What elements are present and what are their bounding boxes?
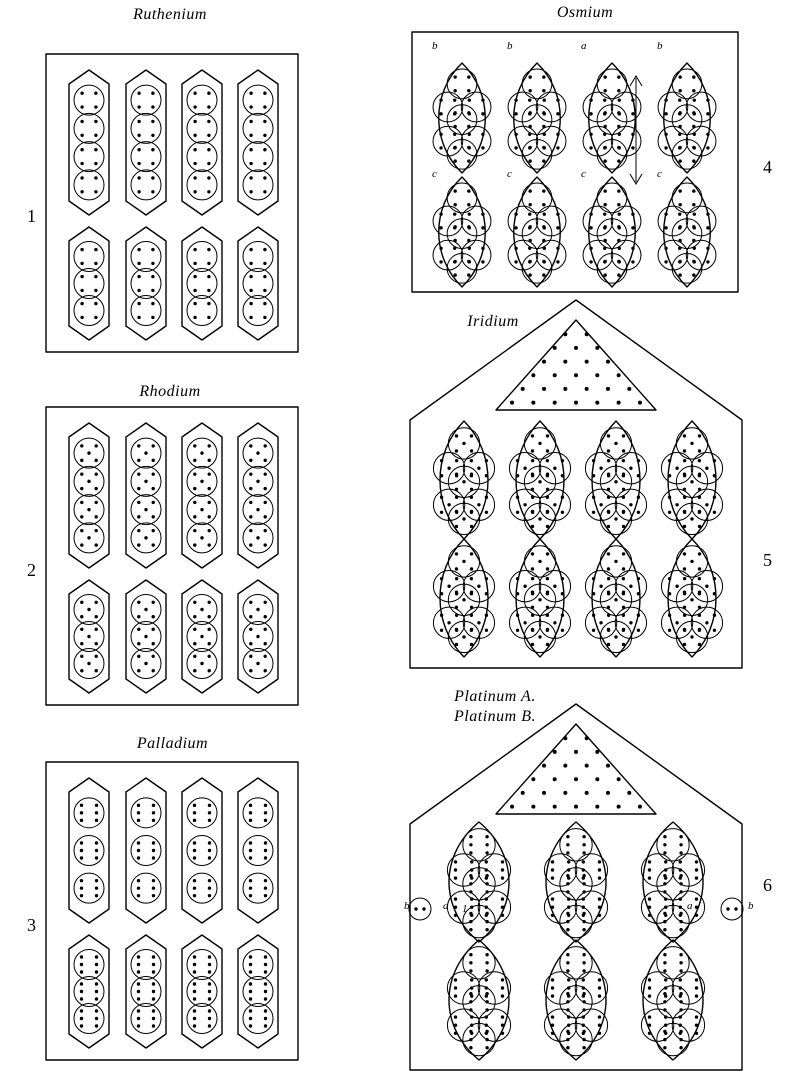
osmium-pod-label-c2: c	[507, 168, 512, 180]
figure-number-3: 3	[27, 915, 36, 935]
caption-palladium: Palladium	[136, 735, 209, 752]
figure-iridium	[408, 298, 744, 670]
caption-ruthenium: Ruthenium	[133, 6, 207, 23]
platinum-label-b-left: b	[404, 900, 410, 912]
figure-number-6: 6	[763, 875, 772, 895]
osmium-pod-label-b3: b	[657, 40, 663, 52]
osmium-pod-label-c3: c	[581, 168, 586, 180]
osmium-pod-label-a: a	[581, 40, 587, 52]
platinum-label-one: 1	[462, 903, 468, 915]
caption-osmium: Osmium	[556, 4, 614, 21]
figure-palladium	[44, 760, 300, 1062]
figure-rhodium	[44, 405, 300, 707]
osmium-pod-label-c4: c	[657, 168, 662, 180]
figure-number-4: 4	[763, 157, 772, 177]
platinum-label-a-right: a	[687, 900, 693, 912]
osmium-pod-label-b1: b	[432, 40, 438, 52]
figure-number-1: 1	[27, 206, 36, 226]
figure-osmium	[410, 30, 740, 294]
osmium-pod-label-c1: c	[432, 168, 437, 180]
figure-number-5: 5	[763, 550, 772, 570]
platinum-label-a-left: a	[443, 900, 449, 912]
osmium-pod-label-b2: b	[507, 40, 513, 52]
caption-platinum-a: Platinum A.	[454, 688, 536, 705]
figure-platinum	[406, 700, 746, 1072]
caption-rhodium: Rhodium	[139, 383, 201, 400]
figure-ruthenium	[44, 52, 300, 354]
platinum-label-b-right: b	[748, 900, 754, 912]
caption-platinum-b: Platinum B.	[454, 708, 536, 725]
figure-number-2: 2	[27, 560, 36, 580]
caption-iridium: Iridium	[467, 313, 519, 330]
